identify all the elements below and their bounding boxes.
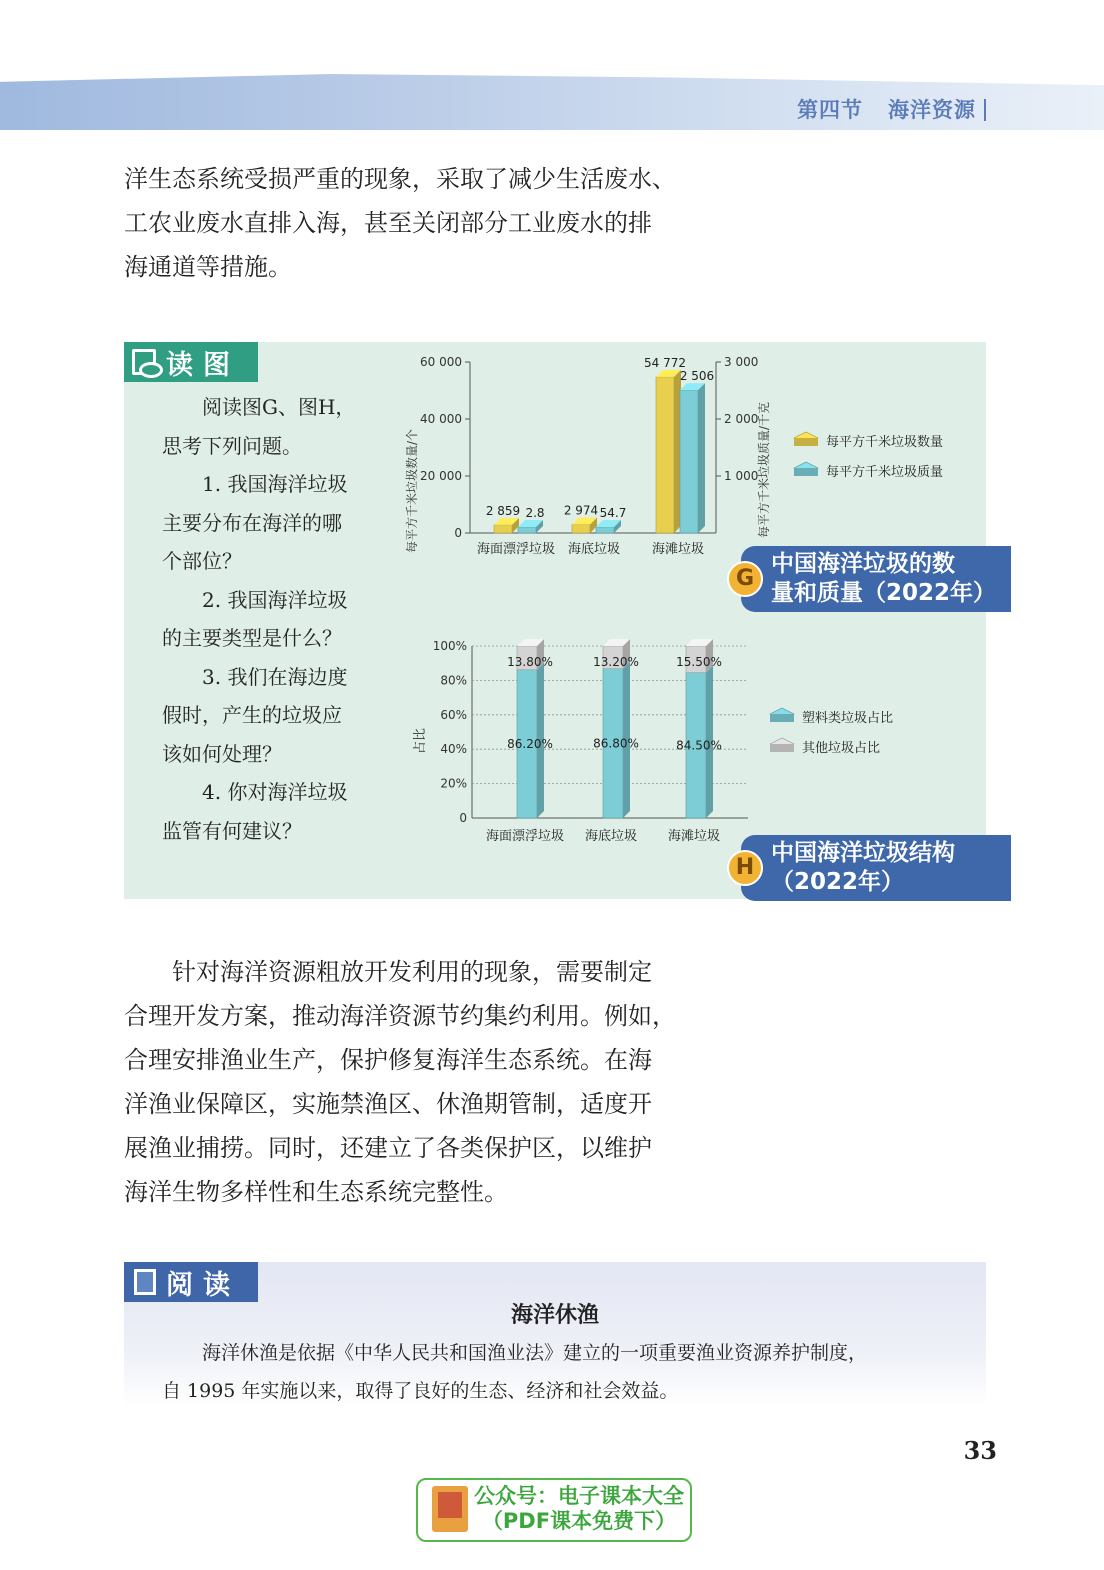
y-tick-label: 0 xyxy=(454,526,462,540)
y-tick-label: 80% xyxy=(440,673,467,688)
question-line: 2. 我国海洋垃圾 xyxy=(202,587,348,612)
caption-line: （2022年） xyxy=(771,869,905,895)
caption-line: 量和质量（2022年） xyxy=(771,580,997,606)
data-label: 54.7 xyxy=(599,506,627,520)
y-tick-label: 0 xyxy=(459,811,467,825)
question-line: 个部位？ xyxy=(162,549,242,573)
legend-swatch-side xyxy=(794,468,818,476)
paragraph-2 xyxy=(124,950,684,1214)
text-line: 海洋生物多样性和生态系统完整性。 xyxy=(124,1178,508,1206)
data-label: 86.20% xyxy=(507,736,553,751)
caption-line: 中国海洋垃圾的数 xyxy=(771,551,955,577)
x-tick-label: 海滩垃圾 xyxy=(651,542,705,557)
text-line: 针对海洋资源粗放开发利用的现象，需要制定 xyxy=(172,958,652,986)
text-line: 海洋休渔是依据《中华人民共和国渔业法》建立的一项重要渔业资源养护制度， xyxy=(202,1342,868,1364)
text-line: 工农业废水直排入海，甚至关闭部分工业废水的排 xyxy=(124,209,652,237)
reading-box xyxy=(124,1262,986,1407)
eye-icon xyxy=(132,349,156,375)
text-line: 自 1995 年实施以来，取得了良好的生态、经济和社会效益。 xyxy=(162,1380,679,1402)
question-line: 思考下列问题。 xyxy=(162,433,302,458)
y2-axis-label: 每平方千米垃圾质量/千克 xyxy=(757,401,771,538)
x-tick-label: 海面漂浮垃圾 xyxy=(485,829,565,844)
legend-label: 每平方千米垃圾数量 xyxy=(826,435,944,450)
question-line: 4. 你对海洋垃圾 xyxy=(202,780,348,804)
bar-count xyxy=(572,525,590,533)
bar-count xyxy=(656,377,674,533)
data-label: 13.20% xyxy=(593,655,639,669)
page-number: 33 xyxy=(963,1436,997,1465)
page-header xyxy=(797,94,986,124)
tag-label: 读图 xyxy=(166,349,240,381)
data-label: 86.80% xyxy=(593,736,639,751)
text-line: 洋生态系统受损严重的现象，采取了减少生活废水、 xyxy=(124,165,676,193)
y-axis-label: 每平方千米垃圾数量/个 xyxy=(405,428,419,553)
legend-swatch-side xyxy=(770,744,794,752)
legend-label: 每平方千米垃圾质量 xyxy=(826,465,944,480)
bar-count xyxy=(494,525,512,533)
question-line: 阅读图G、图H， xyxy=(202,395,356,419)
question-line: 假时，产生的垃圾应 xyxy=(162,703,342,727)
questions xyxy=(162,388,377,850)
book-icon xyxy=(432,1486,468,1532)
y-axis-label: 占比 xyxy=(413,727,428,754)
question-line: 该如何处理？ xyxy=(162,741,282,766)
text-line: 展渔业捕捞。同时，还建立了各类保护区，以维护 xyxy=(124,1134,652,1162)
data-label: 2 506 xyxy=(679,369,715,384)
data-label: 13.80% xyxy=(507,655,553,669)
bar-mass xyxy=(596,527,614,533)
book-icon xyxy=(134,1269,156,1295)
watermark xyxy=(416,1478,692,1542)
y-tick-label: 60 000 xyxy=(420,355,462,369)
data-label: 2 859 xyxy=(485,503,521,518)
bar-mass xyxy=(518,527,536,533)
y-tick-label: 60% xyxy=(440,707,467,722)
legend-label: 塑料类垃圾占比 xyxy=(802,711,894,726)
figure-label: G xyxy=(727,561,763,597)
text-line: 合理开发方案，推动海洋资源节约集约利用。例如， xyxy=(124,1002,676,1030)
question-line: 监管有何建议？ xyxy=(162,818,302,843)
text-line: 洋渔业保障区，实施禁渔区、休渔期管制，适度开 xyxy=(124,1090,652,1118)
reading-title: 海洋休渔 xyxy=(510,1303,599,1328)
y-tick-label: 20 000 xyxy=(420,469,462,483)
legend-label: 其他垃圾占比 xyxy=(802,741,881,756)
question-line: 1. 我国海洋垃圾 xyxy=(202,472,348,496)
watermark-line: 公众号：电子课本大全 xyxy=(474,1484,684,1508)
tag-label: 阅读 xyxy=(166,1269,240,1301)
reading-tag xyxy=(124,1262,258,1302)
section-number: 第四节 xyxy=(797,98,864,122)
y-tick-label: 40 000 xyxy=(420,412,462,426)
y-tick-label: 40% xyxy=(440,742,467,757)
x-tick-label: 海底垃圾 xyxy=(584,829,638,844)
figure-h-caption xyxy=(735,835,1011,901)
y2-tick-label: 2 000 xyxy=(724,412,759,426)
x-tick-label: 海面漂浮垃圾 xyxy=(476,542,556,557)
figure-label: H xyxy=(727,850,763,886)
watermark-line: （PDF课本免费下） xyxy=(481,1509,677,1533)
question-line: 的主要类型是什么？ xyxy=(162,626,342,650)
data-label: 84.50% xyxy=(676,738,722,753)
data-label: 15.50% xyxy=(676,655,722,669)
bar-mass-side xyxy=(698,383,705,533)
data-label: 2 974 xyxy=(563,503,599,518)
x-tick-label: 海滩垃圾 xyxy=(667,829,721,844)
section-title: 海洋资源 xyxy=(888,98,976,122)
text-line: 合理安排渔业生产，保护修复海洋生态系统。在海 xyxy=(124,1046,652,1074)
paragraph-1 xyxy=(124,157,684,289)
data-label: 2.8 xyxy=(525,506,545,520)
y2-tick-label: 3 000 xyxy=(724,355,759,369)
legend-swatch-side xyxy=(794,438,818,446)
y-tick-label: 20% xyxy=(440,776,467,791)
reading-body xyxy=(162,1334,962,1410)
x-tick-label: 海底垃圾 xyxy=(567,542,621,557)
read-figure-box xyxy=(124,342,997,899)
question-line: 3. 我们在海边度 xyxy=(202,664,348,689)
caption-line: 中国海洋垃圾结构 xyxy=(771,840,955,866)
text-line: 海通道等措施。 xyxy=(124,253,292,281)
y2-tick-label: 1 000 xyxy=(724,469,759,483)
data-label: 54 772 xyxy=(644,355,686,370)
bar-mass xyxy=(680,390,698,533)
legend-swatch-side xyxy=(770,714,794,722)
y-tick-label: 100% xyxy=(432,639,467,653)
read-figure-tag xyxy=(124,342,258,382)
figure-g-caption xyxy=(735,546,1011,612)
question-line: 主要分布在海洋的哪 xyxy=(162,510,342,535)
